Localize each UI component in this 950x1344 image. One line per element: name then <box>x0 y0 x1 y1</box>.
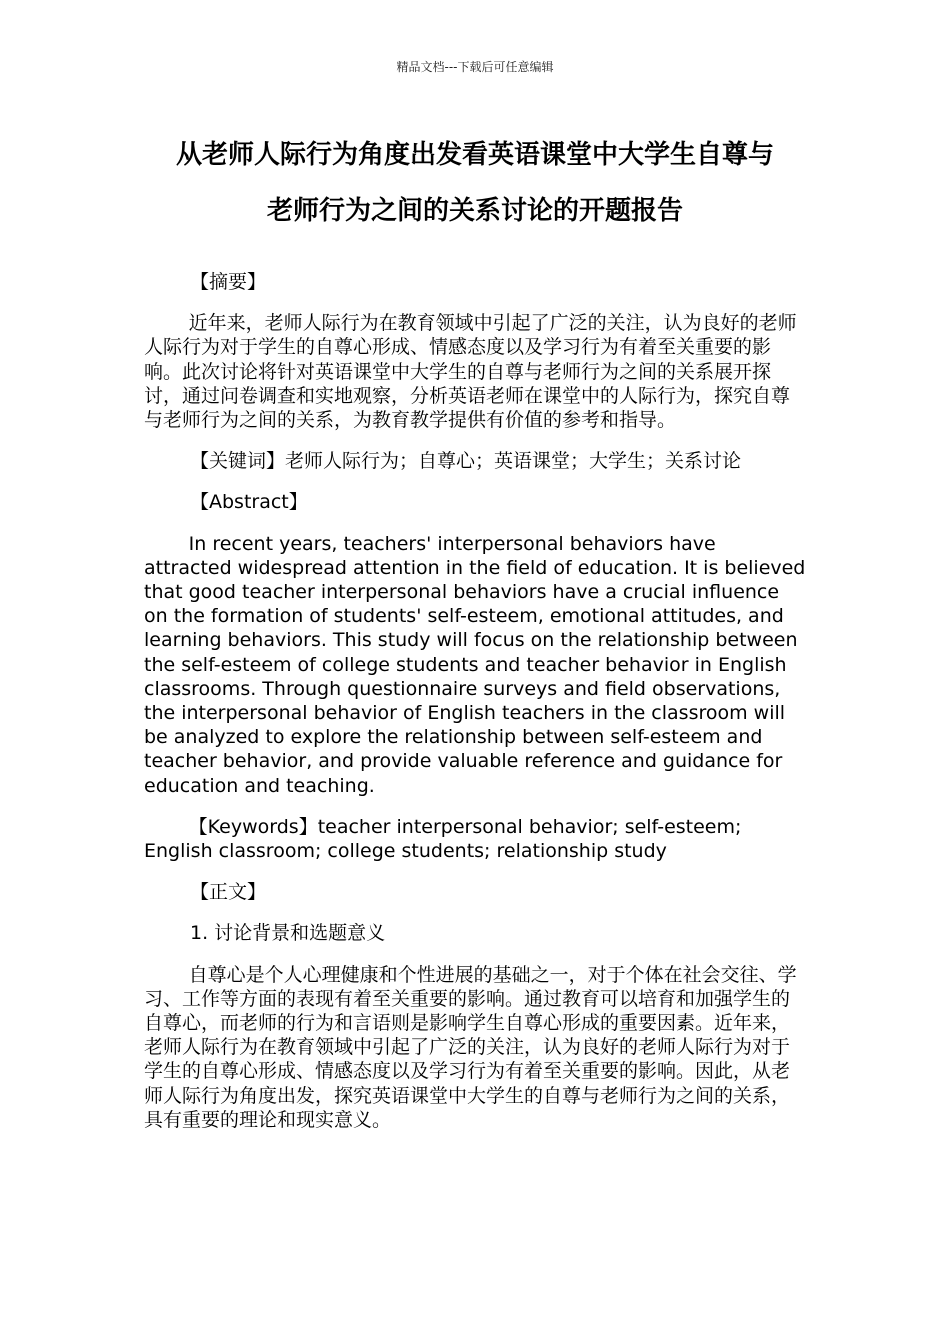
document-body <box>144 270 806 1132</box>
main-text-heading: 【正文】 <box>190 881 267 904</box>
keywords-en: 【Keywords】teacher interpersonal behavior; self-esteem; English classroom; college students; relationship study <box>144 815 742 863</box>
title-line-1: 从老师人际行为角度出发看英语课堂中大学生自尊与 <box>175 140 774 170</box>
abstract-en-heading: 【Abstract】 <box>190 491 308 514</box>
abstract-cn-heading: 【摘要】 <box>190 271 267 293</box>
abstract-en-body: In recent years, teachers' interpersonal behaviors have attracted widespread attention in the field of education. It is believed that good teacher interpersonal behaviors have a crucial influence on the formation of students' self-esteem, emotional attitudes, and learning behaviors. This study will focus on the relationship between the self-esteem of college students and teacher behavior in English classrooms. Through questionnaire surveys and field observations, the interpersonal behavior of English teachers in the classroom will be analyzed to explore the relationship between self-esteem and teacher behavior, and provide valuable reference and guidance for education and teaching. <box>144 532 806 797</box>
title-line-2: 老师行为之间的关系讨论的开题报告 <box>266 196 683 226</box>
section-1-title: 1. 讨论背景和选题意义 <box>190 922 386 945</box>
abstract-cn-body: 近年来，老师人际行为在教育领域中引起了广泛的关注，认为良好的老师人际行为对于学生的自尊心形成、情感态度以及学习行为有着至关重要的影响。此次讨论将针对英语课堂中大学生的自尊与老师行为之间的关系展开探讨，通过问卷调查和实地观察，分析英语老师在课堂中的人际行为，探究自尊与老师行为之间的关系，为教育教学提供有价值的参考和指导。 <box>144 312 797 432</box>
header-note: 精品文档---下载后可任意编辑 <box>396 60 554 74</box>
section-1-body: 自尊心是个人心理健康和个性进展的基础之一，对于个体在社会交往、学习、工作等方面的表现有着至关重要的影响。通过教育可以培育和加强学生的自尊心，而老师的行为和言语则是影响学生自尊心形成的重要因素。近年来，老师人际行为在教育领域中引起了广泛的关注，认为良好的老师人际行为对于学生的自尊心形成、情感态度以及学习行为有着至关重要的影响。因此，从老师人际行为角度出发，探究英语课堂中大学生的自尊与老师行为之间的关系，具有重要的理论和现实意义。 <box>144 963 797 1131</box>
keywords-cn: 【关键词】老师人际行为；自尊心；英语课堂；大学生；关系讨论 <box>190 450 742 473</box>
